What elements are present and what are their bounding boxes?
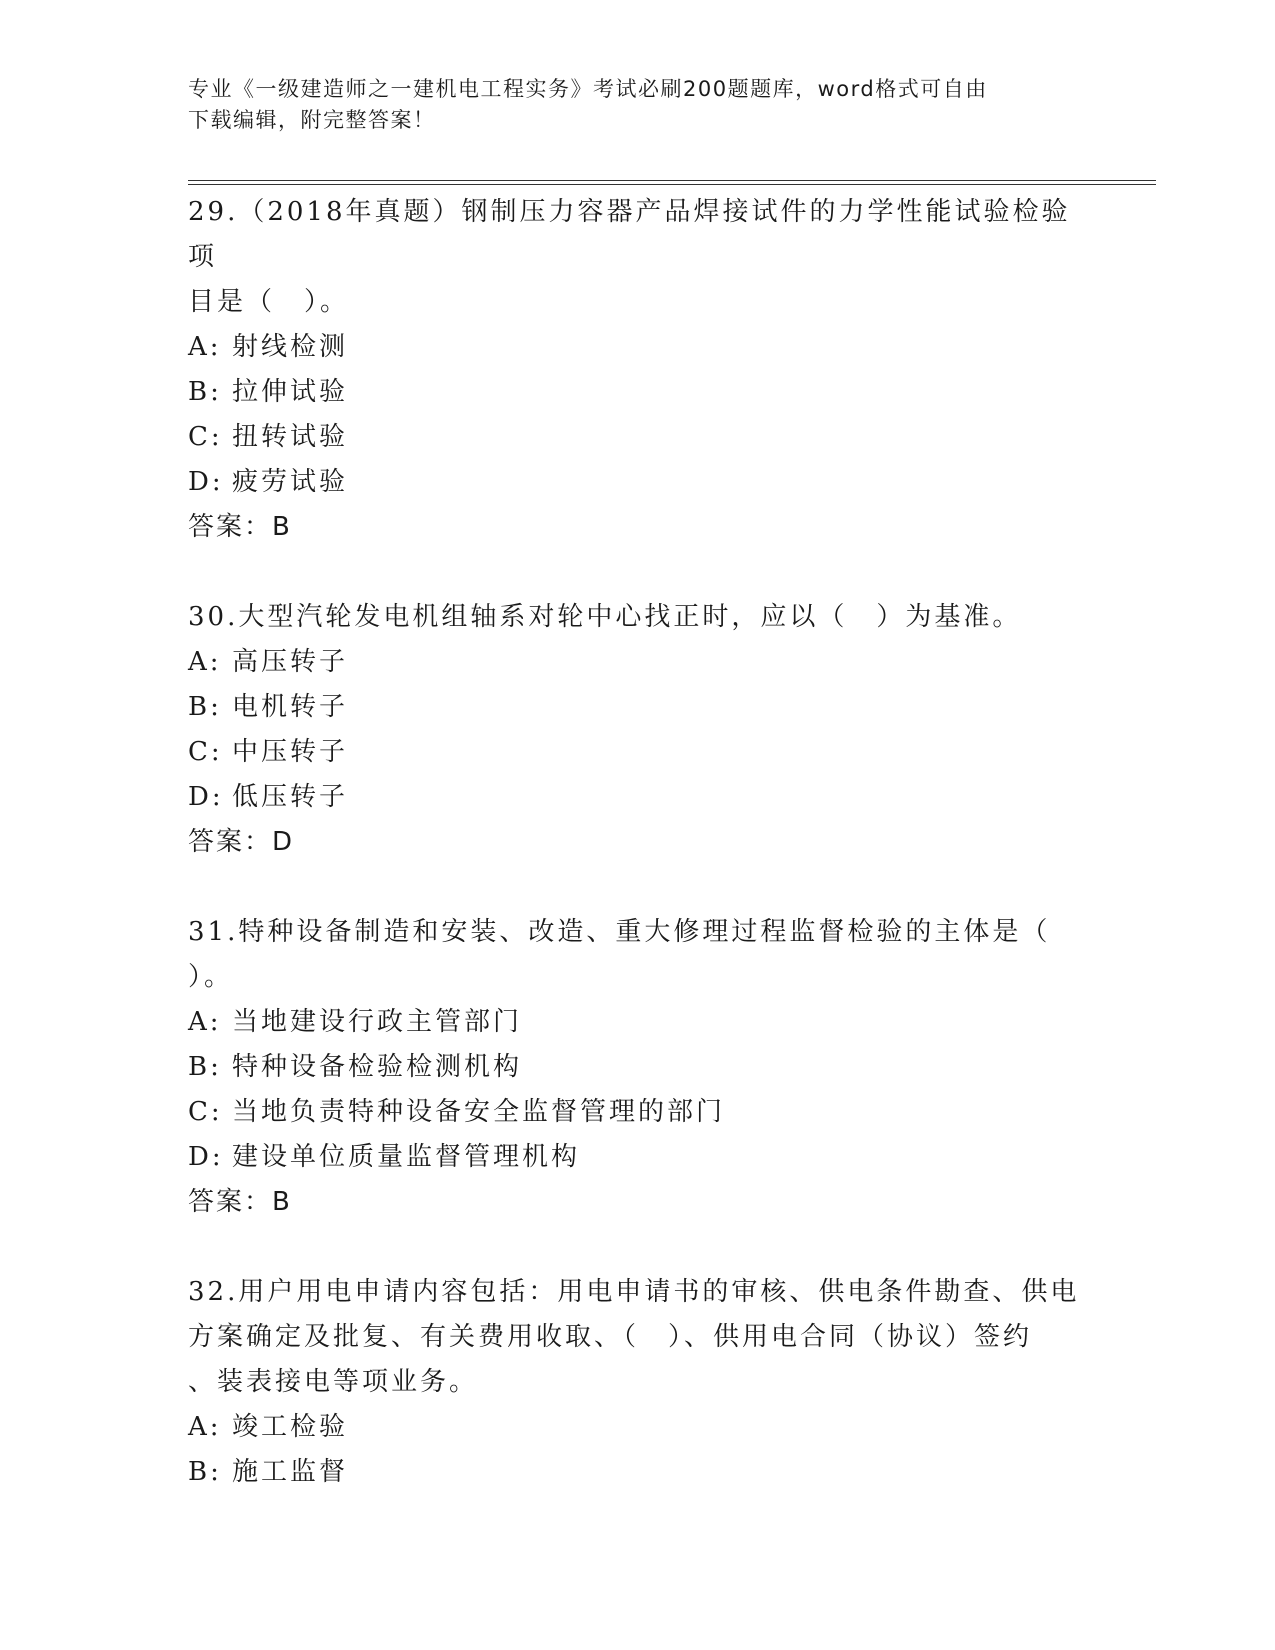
option-letter: D: [188, 467, 224, 497]
option-text: 射线检测 [232, 332, 349, 362]
option-c [188, 415, 1088, 460]
question-stem-line: 29.（2018年真题）钢制压力容器产品焊接试件的力学性能试验检验项 [188, 197, 1071, 272]
option-text: 电机转子 [232, 692, 349, 722]
option-letter: B: [188, 1052, 222, 1082]
option-d [188, 1135, 1088, 1180]
option-letter: D: [188, 1142, 224, 1172]
question-31 [188, 910, 1088, 1225]
option-c [188, 730, 1088, 775]
option-letter: C: [188, 737, 223, 767]
question-30 [188, 595, 1088, 865]
option-text: 施工监督 [232, 1457, 349, 1487]
option-text: 低压转子 [232, 782, 349, 812]
option-letter: C: [188, 1097, 223, 1127]
question-stem-line: 32.用户用电申请内容包括：用电申请书的审核、供电条件勘查、供电 [188, 1277, 1080, 1307]
header-divider-bottom [188, 184, 1156, 185]
option-text: 当地建设行政主管部门 [232, 1007, 523, 1037]
option-letter: A: [188, 1007, 222, 1037]
header-line-1: 专业《一级建造师之一建机电工程实务》考试必刷200题题库，word格式可自由 [188, 77, 988, 101]
option-b [188, 370, 1088, 415]
option-text: 建设单位质量监督管理机构 [232, 1142, 581, 1172]
option-letter: B: [188, 692, 222, 722]
header-divider-top [188, 180, 1156, 181]
answer-line: 答案：B [188, 512, 292, 542]
question-stem-line: 方案确定及批复、有关费用收取、（ ）、供用电合同（协议）签约 [188, 1322, 1033, 1352]
option-letter: A: [188, 647, 222, 677]
option-letter: D: [188, 782, 224, 812]
answer-line: 答案：B [188, 1187, 292, 1217]
question-32 [188, 1270, 1088, 1495]
option-text: 疲劳试验 [232, 467, 349, 497]
option-letter: B: [188, 377, 222, 407]
option-c [188, 1090, 1088, 1135]
option-text: 中压转子 [232, 737, 349, 767]
option-b [188, 1450, 1088, 1495]
option-b [188, 685, 1088, 730]
option-text: 当地负责特种设备安全监督管理的部门 [232, 1097, 726, 1127]
header-line-2: 下载编辑，附完整答案！ [188, 108, 436, 132]
option-text: 拉伸试验 [232, 377, 349, 407]
option-text: 扭转试验 [232, 422, 349, 452]
option-b [188, 1045, 1088, 1090]
option-text: 竣工检验 [232, 1412, 349, 1442]
question-stem-line: 30.大型汽轮发电机组轴系对轮中心找正时，应以（ ）为基准。 [188, 602, 1022, 632]
option-text: 特种设备检验检测机构 [232, 1052, 523, 1082]
document-header [188, 74, 1068, 136]
option-letter: A: [188, 1412, 222, 1442]
option-a [188, 640, 1088, 685]
answer-line: 答案：D [188, 827, 295, 857]
option-d [188, 460, 1088, 505]
option-text: 高压转子 [232, 647, 349, 677]
option-letter: A: [188, 332, 222, 362]
question-stem-line: ）。 [188, 962, 234, 992]
question-stem-line: 31.特种设备制造和安装、改造、重大修理过程监督检验的主体是（ [188, 917, 1051, 947]
question-29 [188, 190, 1088, 550]
option-a [188, 1000, 1088, 1045]
option-a [188, 1405, 1088, 1450]
question-list [188, 190, 1088, 1540]
option-letter: C: [188, 422, 223, 452]
option-letter: B: [188, 1457, 222, 1487]
question-stem-line: 、装表接电等项业务。 [188, 1367, 479, 1397]
option-a [188, 325, 1088, 370]
option-d [188, 775, 1088, 820]
question-stem-line: 目是（ ）。 [188, 287, 350, 317]
